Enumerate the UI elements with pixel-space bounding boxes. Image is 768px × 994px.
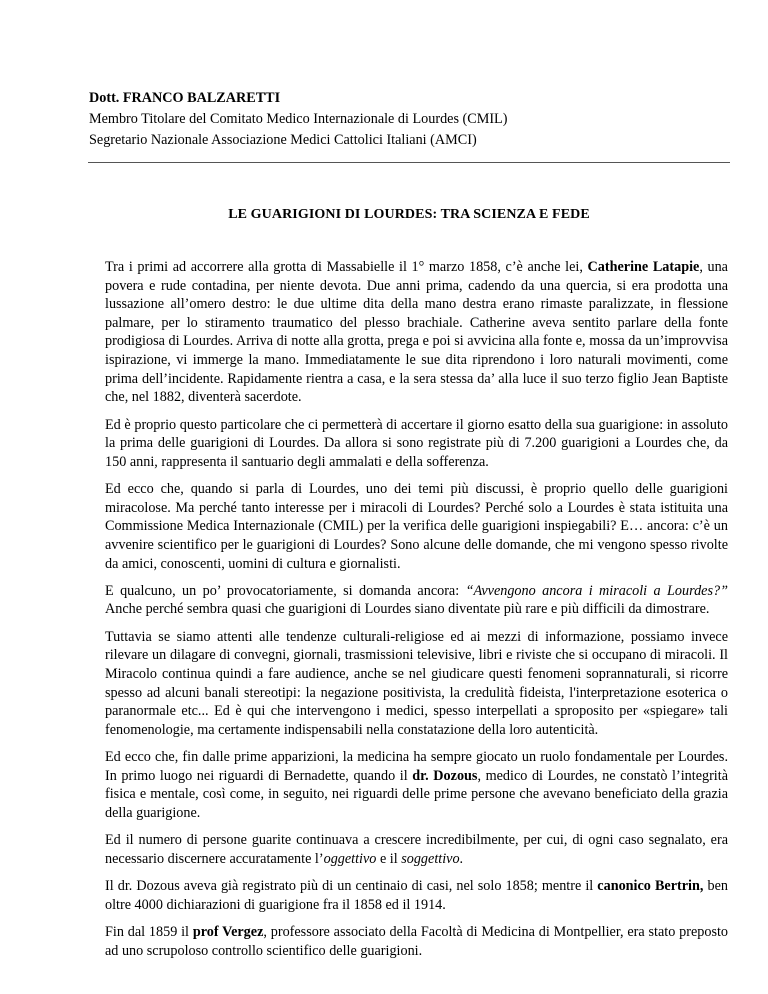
quoted-question: “Avvengono ancora i miracoli a Lourdes?” [465, 582, 728, 599]
oggettivo-term: oggettivo [323, 851, 377, 867]
paragraph-3: Ed ecco che, quando si parla di Lourdes, uno dei temi più discussi, è proprio quello delle guarigioni miracolose. Ma perché tanto interesse per i miracoli di Lourdes? Perché solo a Lourdes è stata istituita una Commissione Medica Internazionale (CMIL) per la verifica delle guarigioni inspiegabili? E… ancora: c’è un avvenire scientifico per le guarigioni di Lourdes? Sono alcune delle domande, che mi vengono spesso rivolte da amici, conoscenti, uomini di cultura e giornalisti. [105, 481, 728, 572]
paragraph-8-text-a: Il dr. Dozous aveva già registrato più di un centinaio di casi, nel solo 1858; mentre il [105, 878, 598, 895]
dr-dozous-name: dr. Dozous [412, 767, 478, 784]
paragraph-9-text-a: Fin dal 1859 il [105, 924, 193, 941]
paragraph-8 [105, 877, 728, 914]
paragraph-1-text-c: , una povera e rude contadina, per niente devota. Due anni prima, cadendo da una quercia, si era prodotta una lussazione all’omero destro: le due ultime dita della mano destra erano rimaste paralizzate, in flessione palmare, per lo stiramento traumatico del plesso brachiale. Catherine aveva sentito parlare della fonte prodigiosa di Lourdes. Arriva di notte alla grotta, prega e poi si avvicina alla fonte e, mossa da un’improvvisa ispirazione, vi immerge la mano. Immediatamente le sue dita riprendono i loro naturali movimenti, come prima dell’incidente. Rapidamente rientra a casa, e la sera stessa da’ alla luce il suo terzo figlio Jean Baptiste che, nel 1882, diventerà sacerdote. [105, 259, 728, 406]
prof-vergez-name: prof Vergez [192, 924, 264, 941]
paragraph-9-text-c: , professore associato della Facoltà di Medicina di Montpellier, era stato preposto ad uno scrupoloso controllo scientifico delle guarigioni. [105, 924, 728, 959]
paragraph-6-text-a: Ed ecco che, fin dalle prime apparizioni, la medicina ha sempre giocato un ruolo fondamentale per Lourdes. In primo luogo nei riguardi di Bernadette, quando il [105, 749, 728, 784]
paragraph-7-text-a: Ed il numero di persone guarite continuava a crescere incredibilmente, per cui, di ogni caso segnalato, era necessario discernere accuratamente l’ [105, 832, 728, 867]
author-role-cmil: Membro Titolare del Comitato Medico Internazionale di Lourdes (CMIL) [89, 111, 508, 127]
paragraph-4-text-c: Anche perché sembra quasi che guarigioni di Lourdes siano diventate più rare e più difficili da dimostrare. [105, 601, 710, 618]
soggettivo-term: soggettivo [401, 851, 460, 867]
paragraph-4-text-a: E qualcuno, un po’ provocatoriamente, si domanda ancora: [105, 582, 466, 599]
author-name: Dott. FRANCO BALZARETTI [89, 90, 281, 106]
paragraph-5: Tuttavia se siamo attenti alle tendenze culturali-religiose ed ai mezzi di informazione, possiamo invece rilevare un dilagare di convegni, giornali, trasmissioni televisive, libri e riviste che si occupano di miracoli. Il Miracolo continua quindi a fare audience, anche se nel giudicare questi fenomeni soprannaturali, si ricorre spesso ad alcuni banali stereotipi: la negazione positivista, la credulità fideista, l'interpretazione esoterica o paranormale etc... Ed è qui che intervengono i medici, spesso interpellati a sproposito per «spiegare» tali fenomenologie, ma certamente indispensabili nella constatazione della loro autenticità. [105, 628, 728, 738]
document-title: LE GUARIGIONI DI LOURDES: TRA SCIENZA E FEDE [228, 207, 590, 222]
paragraph-6-text-c: , medico di Lourdes, ne constatò l’integrità fisica e mentale, così come, in seguito, nei riguardi delle prime persone che avevano beneficiato della grazia della guarigione. [105, 767, 728, 822]
paragraph-1 [105, 258, 728, 407]
paragraph-9 [105, 923, 728, 960]
canonico-bertrin-name: canonico Bertrin, [597, 878, 704, 895]
paragraph-8-text-c: ben oltre 4000 dichiarazioni di guarigione fra il 1858 ed il 1914. [105, 878, 728, 913]
paragraph-7-text-e: . [459, 851, 464, 867]
paragraph-4 [105, 582, 728, 619]
paragraph-6 [105, 748, 728, 822]
paragraph-1-text-a: Tra i primi ad accorrere alla grotta di Massabielle il 1° marzo 1858, c’è anche lei, [105, 259, 588, 275]
author-header [89, 88, 689, 151]
header-divider [88, 162, 730, 163]
paragraph-7-text-c: e il [376, 851, 402, 867]
article-body [105, 258, 728, 969]
paragraph-2: Ed è proprio questo particolare che ci permetterà di accertare il giorno esatto della sua guarigione: in assoluto la prima delle guarigioni di Lourdes. Da allora si sono registrate più di 7.200 guarigioni a Lourdes che, da 150 anni, rappresenta il santuario degli ammalati e della sofferenza. [105, 416, 728, 470]
author-role-amci: Segretario Nazionale Associazione Medici Cattolici Italiani (AMCI) [89, 132, 477, 148]
paragraph-7 [105, 831, 728, 868]
catherine-latapie-name: Catherine Latapie [587, 259, 700, 275]
